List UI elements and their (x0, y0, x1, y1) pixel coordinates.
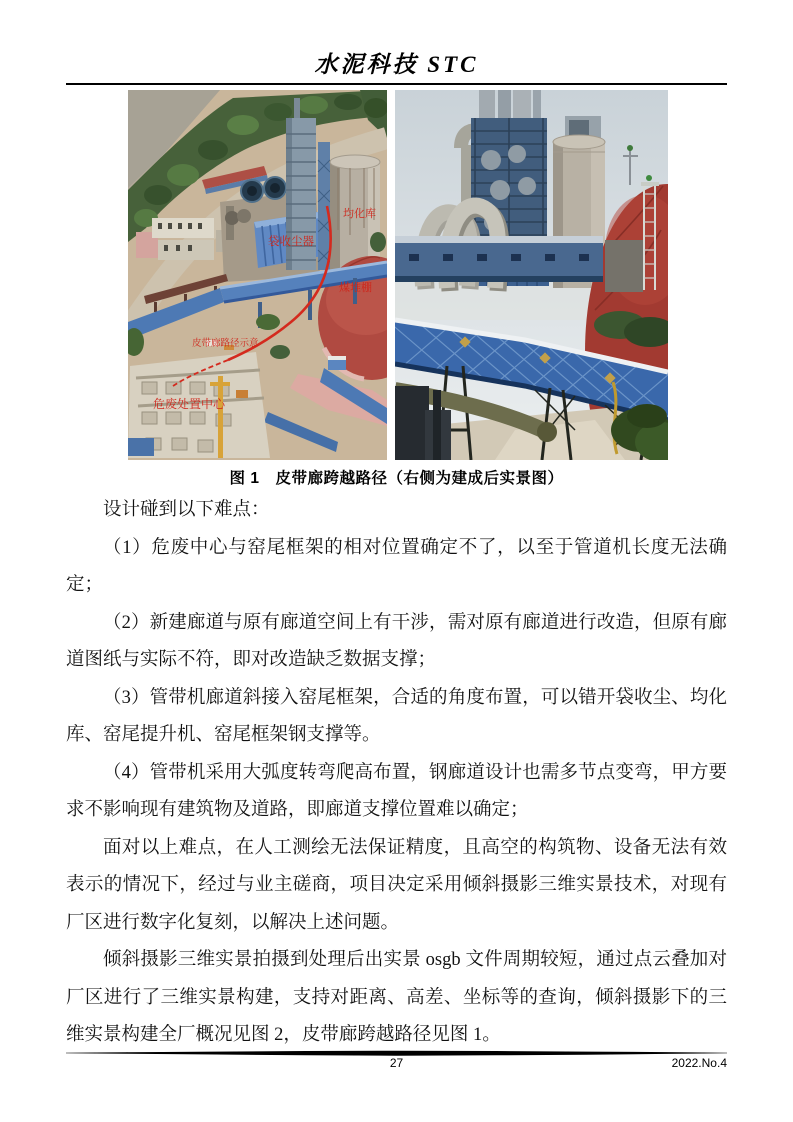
paragraph-solution: 面对以上难点，在人工测绘无法保证精度，且高空的构筑物、设备无法有效表示的情况下，经过与业主磋商，项目决定采用倾斜摄影三维实景技术，对现有厂区进行数字化复刻，以解决上述问题。 (66, 837, 727, 933)
figure1 (128, 90, 668, 460)
annotation-weifei-center: 危废处置中心 (153, 397, 226, 411)
figure1-right-site-photo (395, 90, 668, 460)
paragraph-intro: 设计碰到以下难点： (103, 500, 270, 520)
tower-crane (218, 376, 223, 458)
paragraph-point3: （3）管带机廊道斜接入窑尾框架，合适的角度布置，可以错开袋收尘、均化库、窑尾提升机、窑尾框架钢支撑等。 (66, 687, 727, 745)
steelworks (605, 240, 643, 292)
paragraph-point2: （2）新建廊道与原有廊道空间上有干涉，需对原有廊道进行改造，但原有廊道图纸与实际不符，即对改造缺乏数据支撑； (66, 612, 727, 670)
paragraph-point4: （4）管带机采用大弧度转弯爬高布置，钢廊道设计也需多节点变弯，甲方要求不影响现有建筑物及道路，即廊道支撑位置难以确定； (66, 762, 727, 820)
article-body (66, 492, 727, 1055)
figure1-left-aerial-photo (128, 90, 387, 460)
excavator (236, 390, 248, 398)
annotation-daishouchen: 袋收尘器 (268, 236, 314, 248)
page-number: 27 (389, 1056, 404, 1070)
annotation-junhuaku: 均化库 (343, 208, 376, 220)
header-rule (66, 83, 727, 85)
journal-title: 水泥科技 STC (314, 52, 479, 77)
paragraph-point1: （1）危废中心与窑尾框架的相对位置确定不了，以至于管道机长度无法确定； (66, 537, 727, 595)
footer (66, 1056, 727, 1076)
figure1-caption: 图 1 皮带廊跨越路径（右侧为建成后实景图） (229, 470, 564, 487)
issue-label: 2022.No.4 (671, 1056, 727, 1070)
paragraph-osgb: 倾斜摄影三维实景拍摄到处理后出实景 osgb 文件周期较短，通过点云叠加对厂区进行了三维实景构建，支持对距离、高差、坐标等的查询，倾斜摄影下的三维实景构建全厂概况见图 2，皮带廊跨越路径见图 1。 (66, 950, 727, 1045)
annotation-path-note: 皮带廊路径示意 (192, 338, 259, 349)
annotation-meiduipeng: 煤堆棚 (339, 282, 372, 294)
upper-gallery (395, 236, 603, 282)
